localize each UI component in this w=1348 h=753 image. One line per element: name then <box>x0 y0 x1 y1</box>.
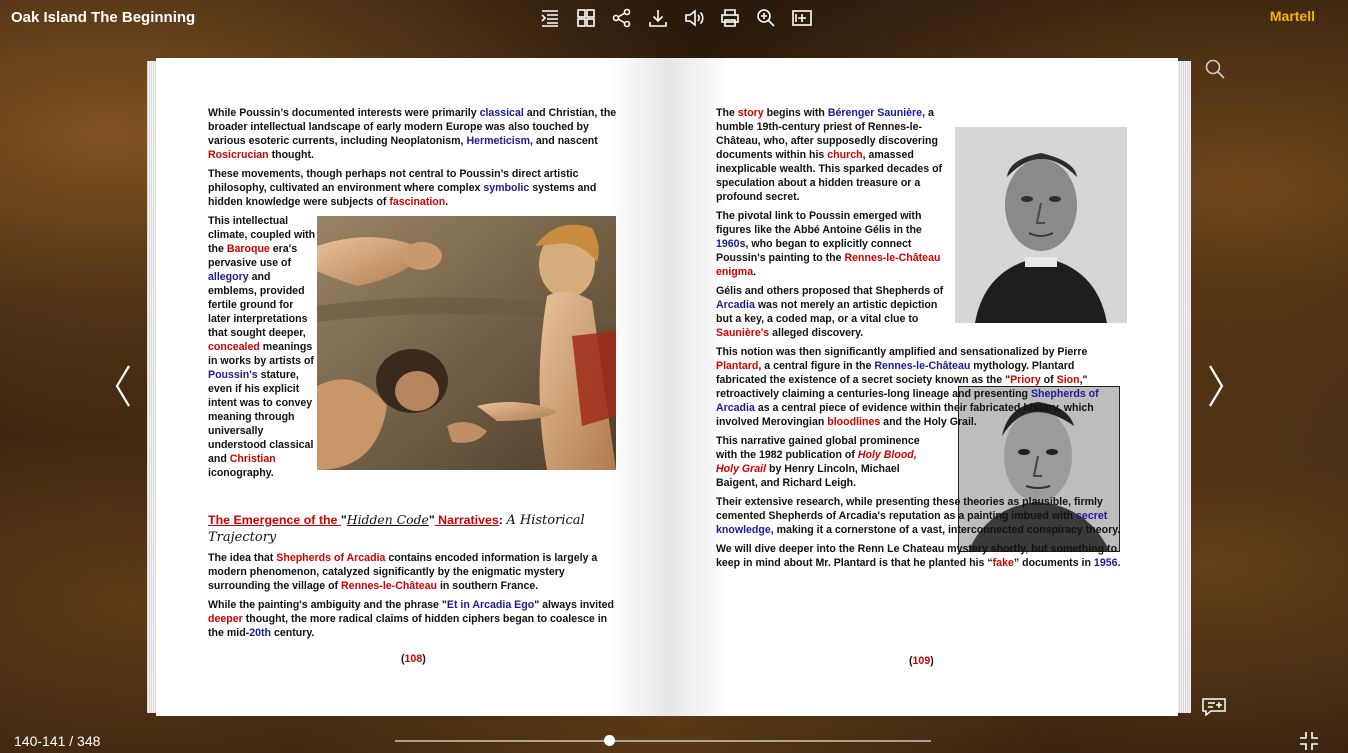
search-icon[interactable] <box>1204 58 1226 80</box>
book-spread <box>147 58 1191 716</box>
left-wrapped-text <box>208 214 316 485</box>
print-icon[interactable] <box>712 6 748 30</box>
book-title: Oak Island The Beginning <box>11 9 196 26</box>
page-slider-track[interactable] <box>395 740 931 742</box>
page-stack-right <box>1178 61 1191 713</box>
page-counter: 140-141 / 348 <box>14 733 101 749</box>
paragraph: Gélis and others proposed that Shepherds of Arcadia was not merely an artistic depiction but a key, a coded map, or a vital clue to Saunière's alleged discovery. <box>716 285 944 339</box>
left-intro-text <box>208 106 620 214</box>
next-page-icon[interactable] <box>1206 364 1226 408</box>
painting-image[interactable] <box>317 216 616 470</box>
brand-name[interactable]: Martell <box>1269 8 1315 24</box>
right-page-number: (109) <box>909 655 934 667</box>
previous-page-icon[interactable] <box>113 364 133 408</box>
paragraph: This narrative gained global prominence with the 1982 publication of Holy Blood, Holy Grail by Henry Lincoln, Michael Baigent, and Richard Leigh. <box>716 435 920 489</box>
left-section <box>208 511 622 645</box>
paragraph: While the painting's ambiguity and the phrase "Et in Arcadia Ego" always invited deeper thought, the more radical claims of hidden ciphers began to coalesce in the mid-20th century. <box>208 599 615 639</box>
paragraph: We will dive deeper into the Renn Le Chateau mystery shortly, but something to keep in mind about Mr. Plantard is that he planted his “fake” documents in 1956. <box>716 543 1121 569</box>
toolbar <box>532 6 820 30</box>
collapse-fullscreen-icon[interactable] <box>1298 730 1320 752</box>
paragraph: The idea that Shepherds of Arcadia contains encoded information is largely a modern phenomenon, catalyzed significantly by the enigmatic mystery surrounding the village of Rennes-le-Château in southern France. <box>208 552 598 592</box>
paragraph: This notion was then significantly amplified and sensationalized by Pierre Plantard, a central figure in the Rennes-le-Château mythology. Plantard fabricated the existence of a secret society known as the "Priory of Sion," retroactively claiming a centuries-long lineage and presenting Shepherds of Arcadia as a central piece of evidence within their fabricated history, which involved Merovingian bloodlines and the Holy Grail. <box>716 346 1099 428</box>
page-slider-handle[interactable] <box>604 735 615 746</box>
thumbnails-icon[interactable] <box>568 6 604 30</box>
paragraph: The pivotal link to Poussin emerged with figures like the Abbé Antoine Gélis in the 1960s, who began to explicitly connect Poussin's painting to the Rennes-le-Château enigma. <box>716 210 941 278</box>
table-of-contents-icon[interactable] <box>532 6 568 30</box>
bookmark-icon[interactable] <box>784 6 820 30</box>
left-page-number: (108) <box>401 653 426 665</box>
paragraph: The story begins with Bérenger Saunière, a humble 19th-century priest of Rennes-le-Château, who, after supposedly discovering documents within his church, amassed inexplicable wealth. This sparked decades of speculation about a hidden treasure or a profound secret. <box>716 107 943 203</box>
page-stack-left <box>147 61 156 713</box>
add-comment-icon[interactable] <box>1201 697 1227 717</box>
sound-icon[interactable] <box>676 6 712 30</box>
paragraph: Their extensive research, while presenting these theories as plausible, firmly cemented Shepherds of Arcadia's reputation as a painting imbued with secret knowledge, making it a cornerstone of a vast, interconnected conspiracy theory. <box>716 496 1121 536</box>
right-p1-line1 <box>716 106 1128 575</box>
share-icon[interactable] <box>604 6 640 30</box>
paragraph: These movements, though perhaps not central to Poussin’s direct artistic philosophy, cultivated an environment where complex symbolic systems and hidden knowledge were subjects of fascination. <box>208 168 597 208</box>
paragraph: This intellectual climate, coupled with the Baroque era's pervasive use of allegory and emblems, provided fertile ground for later interpretations that sought deeper, concealed meanings in works by artists of Poussin's stature, even if his explicit intent was to convey meaning through universally understood classical and Christian iconography. <box>208 215 316 479</box>
paragraph: While Poussin’s documented interests were primarily classical and Christian, the broader intellectual landscape of early modern Europe was also touched by various esoteric currents, including Neoplatonism, Hermeticism, and nascent Rosicrucian thought. <box>208 107 617 161</box>
zoom-icon[interactable] <box>748 6 784 30</box>
download-icon[interactable] <box>640 6 676 30</box>
section-heading: The Emergence of the "Hidden Code" Narratives: A Historical Trajectory <box>208 512 585 545</box>
